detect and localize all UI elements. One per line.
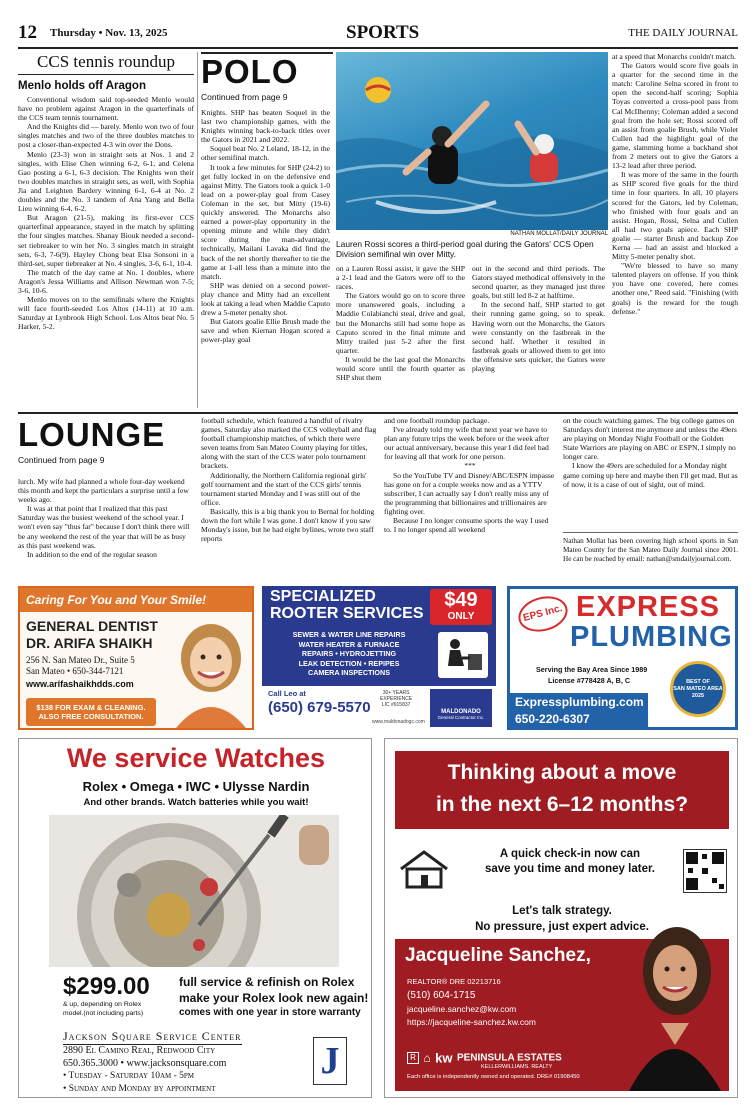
dentist-offer — [26, 698, 156, 726]
watch-store-contact[interactable]: 650.365.3000 • www.jacksonsquare.com — [63, 1058, 227, 1069]
polo-continued: Continued from page 9 — [201, 92, 288, 102]
kw-logo-mark: kw — [435, 1050, 453, 1066]
realtor-brand-sub: KELLERWILLIAMS. REALTY — [481, 1064, 553, 1070]
plumber-icon — [438, 632, 488, 678]
lounge-paragraph: Basically, this is a big thank you to Bernal for holding down the fort while I was gone. I don't know if you saw Monday's issue, but he had eight bylines, wrote two staff reports — [201, 506, 375, 544]
rooter-service-item: WATER HEATER & FURNACE — [298, 639, 400, 649]
rooter-exp-line-1: 30+ YEARS — [382, 690, 410, 696]
lounge-paragraph: I've already told my wife that next year we have to plan any future trips the week before or the week after our actual anniversary, because this year I did feel bad for leaving all that work for one person. — [384, 425, 549, 462]
polo-paragraph: But Gators goalie Ellie Brush made the save and when Kiernan Hogan scored a power-play goal — [201, 317, 330, 345]
dentist-tagline: Caring For You and Your Smile! — [20, 588, 252, 612]
realtor-phone[interactable]: (510) 604-1715 — [407, 990, 476, 1001]
photo-caption: Lauren Rossi scores a third-period goal during the Gators' CCS Open Division semifinal win over Mitty. — [336, 239, 594, 259]
rooter-call-label: Call Leo at — [268, 689, 306, 698]
lounge-paragraph: football schedule, which featured a handful of rivalry games, Saturday also marked the CCS volleyball and flag football championship matches, of which there were seven teams from San Mateo County playing for titles, along with the start of the CCS water polo tournament brackets. — [201, 416, 377, 471]
realtor-brand: PENINSULA ESTATES — [456, 1052, 562, 1064]
page-header — [18, 22, 738, 46]
tennis-paragraph: The match of the day came at No. 1 doubles, where Aragon's Jessa Williams and Allison Newman won 7-5; 3-6, 10-6. — [18, 267, 194, 295]
dentist-offer-line-2: ALSO FREE CONSULTATION. — [38, 712, 144, 721]
photo-credit: NATHAN MOLLAT/DAILY JOURNAL — [510, 231, 608, 237]
eps-logo: EPS Inc. — [514, 591, 571, 637]
rooter-license: LIC #915837 — [381, 702, 411, 708]
polo-paragraph: It would be the last goal the Monarchs would score until the fourth quarter as SHP shut them — [336, 354, 465, 383]
rooter-services — [268, 630, 430, 678]
paper-name: THE DAILY JOURNAL — [628, 27, 738, 39]
plumbing-since: Serving the Bay Area Since 1989 — [536, 665, 648, 674]
polo-paragraph: "We're blessed to have so many talented players on offense. If you think you have one covered, here comes another one," Reed said. "Finishing (with goals) is the reward for the tough defense." — [612, 261, 738, 316]
realtor-disclaimer: Each office is independently owned and operated. DRE# 01908450 — [407, 1074, 580, 1080]
realtor-checkin-line-2: save you time and money later. — [484, 863, 655, 875]
polo-paragraph: Knights. SHP has beaten Soquel in the last two championship games, with the Knights winning back-to-back titles over the Gators in 2021 and 2022. — [201, 108, 330, 145]
realtor-website[interactable]: https://jacqueline-sanchez.kw.com — [407, 1017, 536, 1027]
realtor-card — [395, 939, 729, 1091]
section-break: *** — [464, 461, 476, 471]
rooter-price-only: ONLY — [447, 611, 475, 622]
lounge-paragraph: on the couch watching games. The big college games on Saturdays don't interest me anymore and unless the 49ers are playing on Monday Night Football or the Golden State Warriors are playing on ABC or ESPN, I simply no longer care. — [563, 416, 737, 462]
dentist-ad[interactable] — [18, 586, 254, 730]
watch-price-note-1: & up, depending on Rolex — [63, 1001, 142, 1008]
lounge-paragraph: and one football roundup package. — [384, 416, 490, 425]
realtor-headline-line-2: in the next 6–12 months? — [435, 793, 689, 816]
dentist-offer-line-1: $138 FOR EXAM & CLEANING. — [36, 703, 146, 712]
polo-paragraph: on a Lauren Rossi assist, it gave the SHP a 2-1 lead and the Gators were off to the races. — [336, 264, 465, 292]
rooter-ad[interactable] — [262, 586, 496, 730]
dentist-address-1: 256 N. San Mateo Dr., Suite 5 — [26, 655, 135, 665]
watch-movement-image — [49, 815, 339, 967]
polo-column-2 — [336, 264, 465, 408]
lounge-paragraph: lurch. My wife had planned a whole four-day weekend this month and kept the particulars a surprise until a few weeks ago. — [18, 477, 189, 505]
realtor-headline-line-1: Thinking about a move — [447, 761, 677, 784]
rooter-service-item: REPAIRS • HYDROJETTING — [301, 649, 397, 658]
polo-title — [201, 52, 333, 102]
tennis-paragraph: But Aragon (21-5), making its first-ever CCS quarterfinal appearance, stayed in the match by splitting the four singles matches. Shanay Biouk needed a second-set tiebreaker to win her No. 3 singles match in straight sets, 6-3, 7-6(9). Hayley Chong beat Elsa Sonsoni in a third-set, super tiebreaker at No. 4 singles, 3-6, 6-1, 10-4. — [18, 213, 194, 268]
realtor-license: REALTOR® DRE 02213716 — [407, 977, 501, 986]
realtor-name: Jacqueline Sanchez, — [405, 945, 591, 966]
rooter-experience — [380, 690, 412, 708]
issue-date: Thursday • Nov. 13, 2025 — [50, 27, 168, 39]
page-number: 12 — [18, 22, 37, 43]
plumbing-ad[interactable] — [507, 586, 738, 730]
polo-column-3 — [472, 264, 605, 408]
polo-paragraph: out in the second and third periods. The Gators stayed methodical offensively in the second quarter, as they managed just three goals, but still led 8-2 at halftime. — [472, 264, 605, 301]
badge-line-1: BEST OF — [686, 679, 710, 685]
polo-paragraph: Soquel beat No. 2 Leland, 18-12, in the other semifinal match. — [201, 144, 330, 163]
polo-paragraph: at a speed that Monarchs couldn't match. — [612, 52, 736, 61]
plumbing-website[interactable]: Expressplumbing.com — [510, 693, 648, 711]
plumbing-title-2: PLUMBING — [570, 621, 733, 653]
watch-promo-2: make your Rolex look new again! — [179, 991, 369, 1005]
rooter-footer — [262, 686, 496, 730]
lounge-paragraph: It was at that point that I realized that this past Saturday was the busiest weekend of the school year. I won't even say "thus far" because I don't think there will be any weekend the rest of the year that will be as busy as this past weekend was. — [18, 504, 190, 550]
bio-rule — [563, 532, 738, 533]
maldonado-logo — [430, 689, 492, 727]
lounge-column-4 — [563, 416, 738, 526]
rooter-service-item: SEWER & WATER LINE REPAIRS — [292, 630, 406, 639]
polo-paragraph: It took a few minutes for SHP (24-2) to get fully locked in on the defensive end against Mitty. The Gators took a quick 1-0 lead on a power-play goal from Casey Coleman in the set, but Mitty (19-6) quickly answered. The Monarchs also earned a power-play opportunity in the opening minute and while they didn't score during the man-advantage, technically, Mailani Lavaka did find the back of the net shortly thereafter to tie the game at 1-all less than a minute into the match. — [201, 162, 330, 281]
dentist-title-2: DR. ARIFA SHAIKH — [26, 635, 153, 651]
watch-promo-3: comes with one year in store warranty — [179, 1007, 361, 1018]
lounge-column-3 — [384, 416, 556, 579]
rooter-price-tag — [430, 589, 492, 625]
polo-paragraph: SHP was denied on a second power-play chance and Mitty had an excellent look at taking a lead when Maddie Caputo drew a 5-meter penalty shot. — [201, 280, 330, 318]
tennis-body — [18, 95, 194, 331]
house-icon — [397, 849, 451, 889]
watch-price-note-2: model.(not including parts) — [63, 1010, 144, 1017]
realtor-email[interactable]: jacqueline.sanchez@kw.com — [407, 1004, 517, 1014]
rooter-service-item: CAMERA INSPECTIONS — [308, 668, 390, 677]
tennis-paragraph: And the Knights did — barely. Menlo won two of four singles matches and two of the three doubles matches to post a closer-than-expected 4-3 win over the Dons. — [18, 122, 194, 150]
realtor-ad[interactable] — [384, 738, 738, 1098]
lounge-paragraph: Additionally, the Northern California regional girls' golf tournament and the start of the CCS girls' tennis tournament started Monday and I was still out of the office. — [201, 470, 367, 507]
best-of-badge — [670, 661, 726, 717]
rooter-service-item: LEAK DETECTION • REPIPES — [298, 658, 400, 668]
badge-line-2: SAN MATEO AREA — [673, 686, 723, 692]
realtor-strategy-line-1: Let's talk strategy. — [512, 905, 612, 917]
section-name: SPORTS — [346, 22, 420, 43]
polo-column-1 — [201, 108, 330, 408]
realtor-portrait — [621, 915, 725, 1091]
tennis-headline: Menlo holds off Aragon — [18, 80, 146, 92]
lounge-column-2 — [201, 416, 377, 579]
water-polo-photo — [336, 52, 608, 230]
badge-line-3: 2025 — [691, 693, 705, 699]
tennis-paragraph: Menlo (23-3) won in straight sets at Nos. 1 and 2 singles, with Elise Chen winning 6-2, 6-1, and Celena Gao posting a 6-1, 6-3 decision. The Knights won their two doubles matches in straight sets, as well, with Sophia Jia and Leighten Bardery winning 6-1, 6-4 at No. 2 doubles and the No. 3 tandem of Ana Yang and Bella Lieu winning 6-4, 6-2. — [18, 149, 194, 214]
realtor-checkin-line-1: A quick check-in now can — [499, 848, 641, 860]
plumbing-title-1: EXPRESS — [576, 591, 720, 623]
tennis-paragraph: Menlo moves on to the semifinals where the Knights will face fourth-seeded Los Altos (14-11) at 10 a.m. Saturday at Lynbrook High School. Los Altos beat No. 5 Harker, 5-2. — [18, 295, 194, 332]
watch-store-address: 2890 El Camino Real, Redwood City — [63, 1045, 216, 1056]
dentist-title-1: GENERAL DENTIST — [26, 618, 158, 634]
rooter-price: $49 — [444, 589, 478, 611]
polo-heading: POLO — [201, 52, 333, 89]
watch-price: $299.00 — [63, 973, 150, 1000]
tennis-article — [18, 52, 194, 410]
lounge-paragraph: In addition to the end of the regular season — [27, 549, 157, 559]
realtor-strategy-line-2: No pressure, just expert advice. — [475, 921, 649, 933]
plumbing-phone[interactable]: 650-220-6307 — [510, 711, 648, 727]
column-divider — [197, 52, 198, 408]
dentist-address-2: San Mateo • 650-344-7121 — [26, 666, 124, 676]
watch-ad[interactable] — [18, 738, 372, 1098]
realtor-checkin — [455, 847, 685, 877]
rooter-title-2: ROOTER SERVICES — [270, 605, 424, 622]
polo-paragraph: The Gators would go on to score three more unanswered goals, including a Maddie Colabianchi steal, drive and goal, but the Monarchs still had some hope as Caputo scored in the final minute and Mitty trailed just 5-2 after the first quarter. — [336, 291, 465, 355]
lounge-paragraph: So the YouTube TV and Disney/ABC/ESPN impasse has gone on for a couple weeks now and as a YTTV subscriber, I can actually say I don't really miss any of the programming that billionaires and trillionaires are fighting over. — [384, 470, 555, 516]
realtor-headline — [395, 751, 729, 829]
lounge-paragraph: Because I no longer consume sports the way I used to. I no longer spend all weekend — [384, 516, 549, 535]
lounge-paragraph: I know the 49ers are scheduled for a Monday night game coming up here and maybe then I'll get mad. But as of now, it is a case of out of sight, out of mind. — [563, 461, 738, 489]
home-icon: ⌂ — [423, 1050, 431, 1065]
equal-housing-icon: R — [407, 1052, 419, 1064]
qr-code-icon[interactable] — [683, 849, 727, 893]
watch-store-name: Jackson Square Service Center — [63, 1029, 242, 1043]
maldonado-sub: General Contractor Inc. — [437, 715, 485, 720]
rooter-exp-line-2: EXPERIENCE — [380, 696, 413, 702]
watch-promo-1: full service & refinish on Rolex — [179, 975, 355, 989]
lounge-column-1 — [18, 477, 194, 579]
dentist-website[interactable]: www.arifashaikhdds.com — [26, 679, 134, 689]
watch-store-hours-1: • Tuesday - Saturday 10am - 5pm — [63, 1071, 195, 1081]
rooter-title-1: SPECIALIZED — [270, 588, 376, 605]
watch-brands: Rolex • Omega • IWC • Ulysse Nardin — [82, 779, 310, 794]
plumbing-license: License #778428 A, B, C — [548, 676, 631, 685]
watch-subtitle: And other brands. Watch batteries while you wait! — [83, 797, 309, 808]
lounge-continued: Continued from page 9 — [18, 455, 105, 465]
lounge-heading: LOUNGE — [18, 416, 166, 453]
header-rule — [18, 47, 738, 49]
photo-illustration — [336, 52, 608, 230]
jackson-square-logo: J — [313, 1037, 347, 1085]
lounge-title — [18, 416, 194, 465]
maldonado-name: MALDONADO — [441, 709, 481, 715]
section-rule — [18, 412, 738, 414]
dentist-portrait — [170, 616, 252, 728]
polo-column-4 — [612, 52, 738, 408]
watch-title: We service Watches — [66, 743, 326, 773]
watch-store-hours-2: • Sunday and Monday by appointment — [63, 1084, 216, 1094]
tennis-paragraph: Conventional wisdom said top-seeded Menlo would have no problem against Aragon in the quarterfinals of the CCS team tennis tournament. — [18, 95, 194, 123]
author-bio: Nathan Mollat has been covering high school sports in San Mateo County for the San Mateo Daily Journal since 2001. He can be reached by email: nathan@smdailyjournal.com. — [563, 537, 738, 563]
polo-paragraph: It was more of the same in the fourth as SHP scored five goals for the third time in four quarters. In all, 10 players scored for the Gators, led by Coleman, who finished with four goals and an assist. Hogan, Rossi, Selna and Cullen all had two goals apiece. Each SHP goalie — starter Brush and backup Zoe Kerna — had an assist and blocked a Mitty 5-meter penalty shot. — [612, 170, 738, 262]
rooter-phone[interactable]: (650) 679-5570 — [268, 699, 371, 716]
polo-paragraph: In the second half, SHP started to get their running game going, so to speak. Having worn out the Monarchs, the Gators were constantly on the fastbreak in the second half. Whether it resulted in fastbreak goals or allowed them to get into the offensive sets quicker, the Gators were playing — [472, 300, 605, 374]
tennis-kicker: CCS tennis roundup — [18, 52, 194, 75]
polo-paragraph: The Gators would score five goals in a quarter for the second time in the match: Caroline Selna scored in front to open the second-half scoring; Sophia Toyas converted a cross-pool pass from Cal McIlhenny; Coleman added a second goal from the hole set; Rossi scored off an assist from goalie Brush, while Violet Cullen had the highlight goal of the game, slamming home a backhand shot from 2 meters out to give the Gators a 13-2 lead after three period. — [612, 61, 738, 171]
rooter-website[interactable]: www.maldonadogc.com — [372, 719, 425, 725]
